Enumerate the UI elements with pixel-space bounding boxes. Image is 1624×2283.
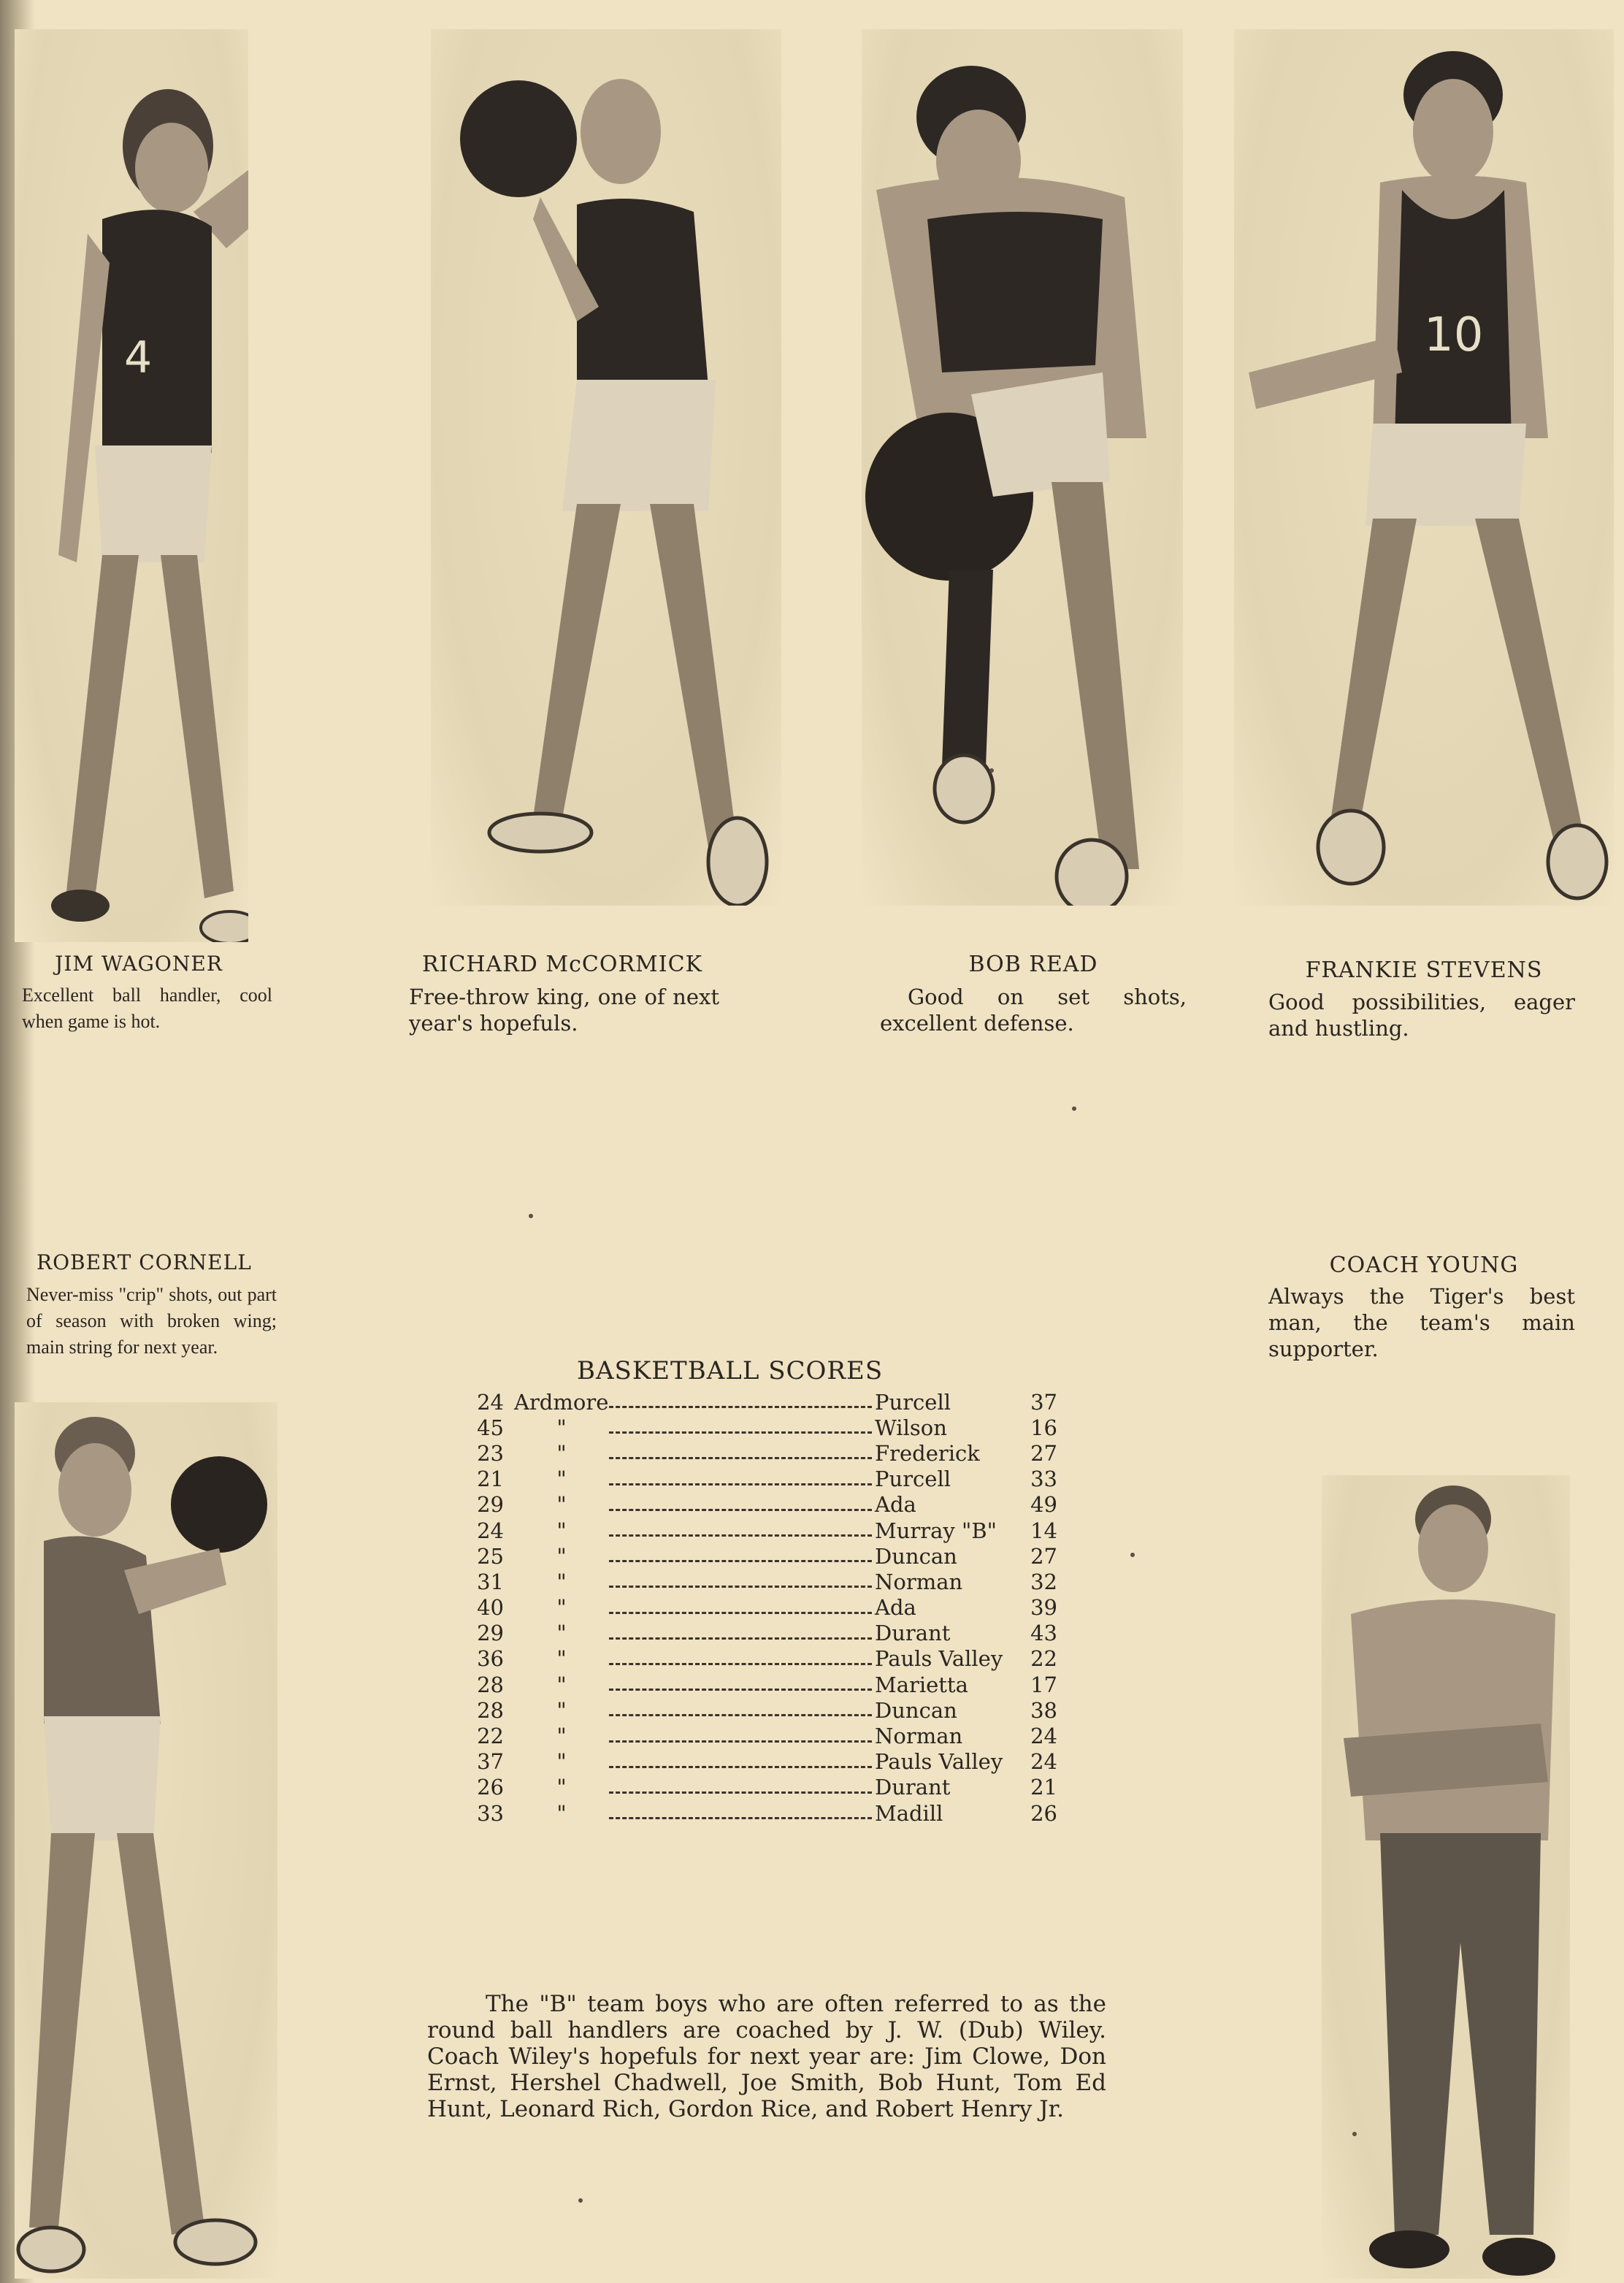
leader-dashes [609, 1457, 872, 1459]
ditto-mark: " [556, 1724, 567, 1749]
player-silhouette [15, 29, 248, 942]
score-opponent-points: 27 [1030, 1543, 1057, 1569]
score-row [467, 1749, 1081, 1775]
score-row [467, 1775, 1081, 1800]
leader-dashes [609, 1740, 872, 1743]
print-speck [1130, 1553, 1135, 1557]
score-opponent: Duncan [875, 1543, 957, 1569]
score-ardmore: 29 [477, 1621, 504, 1646]
score-row [467, 1492, 1081, 1518]
player-photo-stevens [1234, 29, 1614, 906]
score-row [467, 1415, 1081, 1440]
ditto-mark: " [556, 1440, 567, 1466]
score-row [467, 1466, 1081, 1492]
player-photo-cornell [15, 1402, 277, 2279]
leader-dashes [609, 1509, 872, 1511]
score-opponent-points: 17 [1030, 1672, 1057, 1697]
jersey-number: 4 [124, 332, 153, 383]
score-opponent-points: 38 [1030, 1697, 1057, 1723]
score-ardmore: 24 [477, 1518, 504, 1543]
coach-name: COACH YOUNG [1329, 1253, 1519, 1278]
score-opponent-points: 26 [1030, 1800, 1057, 1826]
score-ardmore: 28 [477, 1672, 504, 1697]
score-opponent-points: 22 [1030, 1646, 1057, 1672]
score-opponent: Murray "B" [875, 1518, 997, 1543]
score-row [467, 1595, 1081, 1621]
score-opponent: Wilson [875, 1415, 947, 1440]
player-name: JIM WAGONER [55, 952, 223, 976]
print-speck [1352, 2132, 1357, 2136]
print-speck [578, 2198, 583, 2203]
score-opponent-points: 33 [1030, 1466, 1057, 1492]
score-opponent: Purcell [875, 1466, 951, 1492]
score-opponent: Purcell [875, 1389, 951, 1415]
ditto-mark: " [556, 1800, 567, 1826]
score-opponent-points: 27 [1030, 1440, 1057, 1466]
ditto-mark: " [556, 1492, 567, 1518]
score-ardmore: 21 [477, 1466, 504, 1492]
ditto-mark: " [556, 1543, 567, 1569]
score-row [467, 1518, 1081, 1543]
print-speck [1072, 1106, 1076, 1111]
leader-dashes [609, 1766, 872, 1768]
score-opponent: Ada [875, 1595, 916, 1621]
score-ardmore: 33 [477, 1800, 504, 1826]
score-row [467, 1697, 1081, 1723]
leader-dashes [609, 1406, 872, 1408]
player-description: Good on set shots, excellent defense. [880, 984, 1187, 1036]
score-ardmore: 26 [477, 1775, 504, 1800]
scores-table [467, 1389, 1081, 1826]
ditto-mark: " [556, 1415, 567, 1440]
score-opponent-points: 24 [1030, 1749, 1057, 1775]
player-silhouette [862, 29, 1183, 906]
score-opponent: Ada [875, 1492, 916, 1518]
score-opponent-points: 14 [1030, 1518, 1057, 1543]
score-opponent: Durant [875, 1621, 951, 1646]
coach-photo [1322, 1475, 1570, 2279]
score-opponent: Duncan [875, 1697, 957, 1723]
print-speck [989, 768, 994, 773]
ditto-mark: " [556, 1518, 567, 1543]
ditto-mark: " [556, 1749, 567, 1775]
ditto-mark: " [556, 1621, 567, 1646]
score-opponent-points: 21 [1030, 1775, 1057, 1800]
score-ardmore: 24 [477, 1389, 504, 1415]
leader-dashes [609, 1586, 872, 1588]
score-ardmore: 25 [477, 1543, 504, 1569]
ditto-mark: " [556, 1595, 567, 1621]
print-speck [529, 1214, 533, 1218]
player-description: Never-miss "crip" shots, out part of season with broken wing; main string for next year. [26, 1284, 277, 1358]
score-opponent-points: 43 [1030, 1621, 1057, 1646]
leader-dashes [609, 1689, 872, 1691]
player-photo-mccormick [431, 29, 781, 906]
player-name: RICHARD McCORMICK [422, 952, 702, 977]
ditto-mark: " [556, 1466, 567, 1492]
score-row [467, 1621, 1081, 1646]
score-opponent-points: 49 [1030, 1492, 1057, 1518]
player-name: BOB READ [968, 952, 1098, 977]
b-team-paragraph: The "B" team boys who are often referred to as the round ball handlers are coached by J. W. (Dub) Wiley. Coach Wiley's hopefuls for next year are: Jim Clowe, Don Ernst, Hershel Chadwell, Joe Smith, Bob Hunt, Tom Ed Hunt, Leonard Rich, Gordon Rice, and Robert Henry Jr. [427, 1991, 1106, 2122]
player-photo-wagoner [15, 29, 248, 942]
leader-dashes [609, 1483, 872, 1485]
score-ardmore: 28 [477, 1697, 504, 1723]
jersey-number: 10 [1424, 308, 1484, 362]
leader-dashes [609, 1714, 872, 1716]
score-opponent-points: 39 [1030, 1595, 1057, 1621]
player-photo-read [862, 29, 1183, 906]
score-ardmore: 22 [477, 1724, 504, 1749]
score-ardmore: 31 [477, 1569, 504, 1594]
player-description: Good possibilities, eager and hustling. [1268, 990, 1575, 1041]
score-opponent: Durant [875, 1775, 951, 1800]
score-row [467, 1800, 1081, 1826]
player-silhouette [431, 29, 781, 906]
ditto-mark: " [556, 1697, 567, 1723]
score-team: Ardmore [514, 1389, 609, 1415]
score-opponent: Norman [875, 1724, 963, 1749]
score-ardmore: 36 [477, 1646, 504, 1672]
leader-dashes [609, 1534, 872, 1537]
score-opponent: Madill [875, 1800, 943, 1826]
scores-title: BASKETBALL SCORES [577, 1356, 884, 1385]
score-ardmore: 23 [477, 1440, 504, 1466]
player-description: Excellent ball handler, cool when game is hot. [22, 984, 272, 1032]
score-row [467, 1723, 1081, 1748]
ditto-mark: " [556, 1569, 567, 1594]
player-description: Free-throw king, one of next year's hopefuls. [409, 984, 719, 1036]
ditto-mark: " [556, 1672, 567, 1697]
score-ardmore: 45 [477, 1415, 504, 1440]
leader-dashes [609, 1560, 872, 1562]
player-silhouette [1234, 29, 1614, 906]
player-name: ROBERT CORNELL [37, 1250, 252, 1274]
leader-dashes [609, 1612, 872, 1614]
leader-dashes [609, 1817, 872, 1819]
score-opponent: Marietta [875, 1672, 968, 1697]
score-row [467, 1672, 1081, 1697]
coach-description: Always the Tiger's best man, the team's main supporter. [1268, 1284, 1575, 1361]
score-opponent-points: 16 [1030, 1415, 1057, 1440]
score-row [467, 1440, 1081, 1466]
score-row [467, 1569, 1081, 1594]
score-opponent: Pauls Valley [875, 1749, 1003, 1775]
leader-dashes [609, 1663, 872, 1665]
score-row [467, 1646, 1081, 1672]
player-name: FRANKIE STEVENS [1305, 957, 1543, 983]
leader-dashes [609, 1431, 872, 1434]
ditto-mark: " [556, 1646, 567, 1672]
score-ardmore: 37 [477, 1749, 504, 1775]
score-opponent: Pauls Valley [875, 1646, 1003, 1672]
score-ardmore: 40 [477, 1595, 504, 1621]
score-opponent-points: 24 [1030, 1724, 1057, 1749]
score-ardmore: 29 [477, 1492, 504, 1518]
ditto-mark: " [556, 1775, 567, 1800]
coach-silhouette [1322, 1475, 1570, 2279]
score-row [467, 1389, 1081, 1415]
player-silhouette [15, 1402, 277, 2279]
score-opponent-points: 32 [1030, 1569, 1057, 1594]
score-row [467, 1543, 1081, 1569]
score-opponent: Frederick [875, 1440, 980, 1466]
score-opponent-points: 37 [1030, 1389, 1057, 1415]
leader-dashes [609, 1791, 872, 1794]
leader-dashes [609, 1637, 872, 1640]
score-opponent: Norman [875, 1569, 963, 1594]
